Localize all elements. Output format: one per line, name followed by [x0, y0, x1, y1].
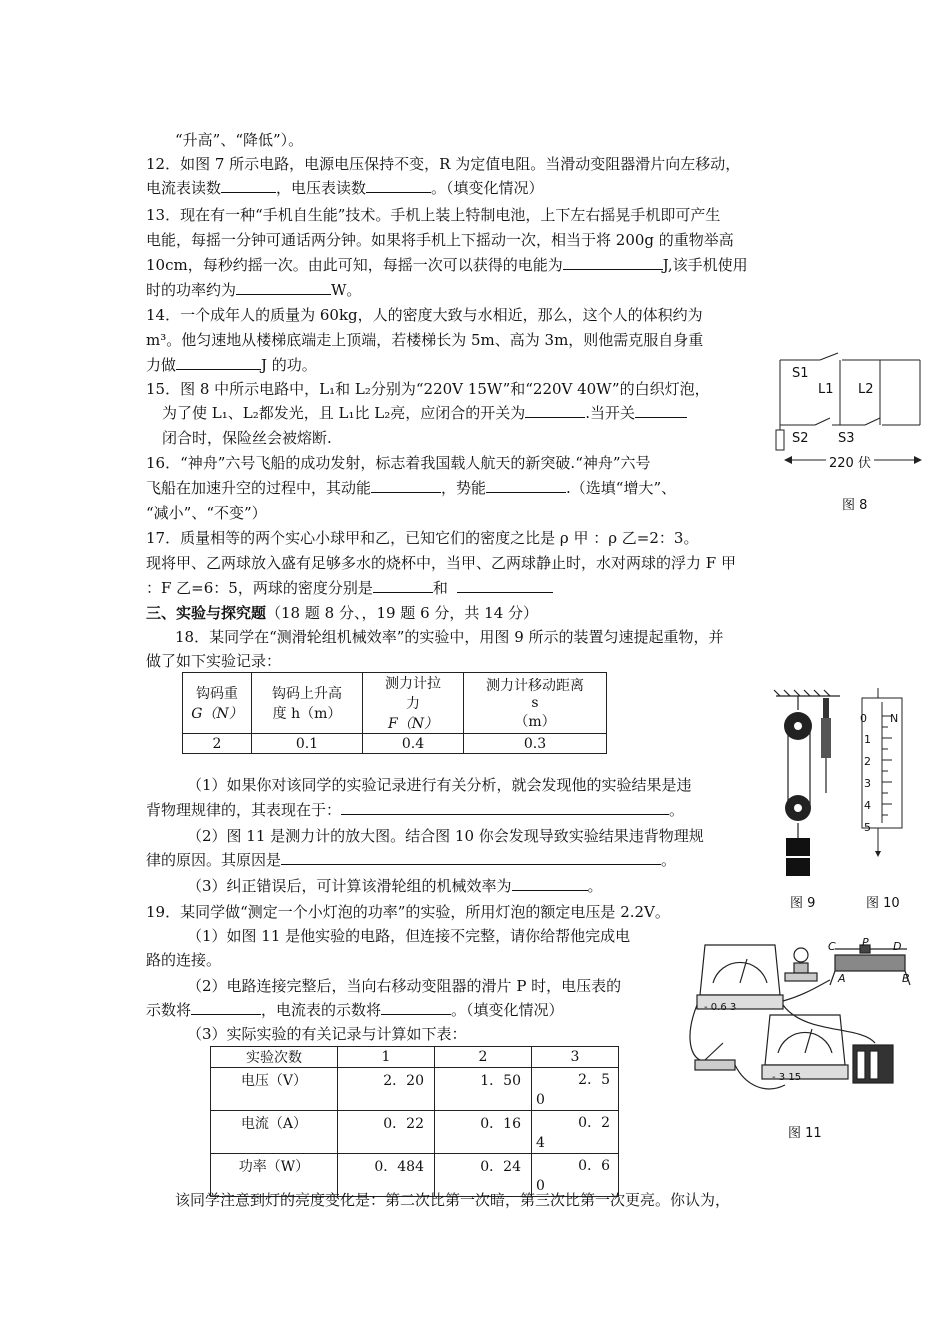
q11-tail: “升高”、“降低”）。 — [175, 131, 304, 149]
q18-header-height: 钩码上升高 度 h（m） — [252, 673, 363, 734]
fig8-label-s1: S1 — [792, 366, 809, 381]
q18-cell-distance: 0.3 — [464, 734, 607, 754]
q17-line2: 现将甲、乙两球放入盛有足够多水的烧杯中，当甲、乙两球静止时，水对两球的浮力 F 甲 — [146, 554, 736, 572]
fig10-zero-label: 0 — [860, 712, 867, 725]
section3-title: 三、实验与探究题 — [146, 604, 267, 622]
q18-blank-anomaly[interactable] — [341, 800, 669, 815]
q15-blank-switch[interactable] — [525, 403, 585, 418]
q19-row-current: 电流（A） — [211, 1111, 338, 1154]
fig10-tick-5: 5 — [864, 821, 871, 834]
q17-line1: 17．质量相等的两个实心小球甲和乙，已知它们的密度之比是 ρ 甲 ：ρ 乙=2：3。 — [146, 529, 699, 547]
q12-blank-current[interactable] — [221, 178, 276, 193]
q19-row-power: 功率（W） — [211, 1154, 338, 1197]
q14-line2: m³。他匀速地从楼梯底端走上顶端，若楼梯长为 5m、高为 3m，则他需克服自身重 — [146, 331, 704, 349]
fig11-label-p: P — [862, 936, 869, 949]
q19-part3: （3）实际实验的有关记录与计算如下表： — [187, 1025, 467, 1043]
q14-line3 — [146, 355, 317, 375]
q18-p3-end: 。 — [587, 877, 603, 895]
q18-part1-line2 — [146, 800, 684, 820]
q19-header-1: 1 — [338, 1047, 435, 1068]
q13-text-a: 10cm，每秒约摇一次。由此可知，每摇一次可以获得的电能为 — [146, 256, 563, 274]
fig8-label-s3: S3 — [838, 431, 855, 446]
fig11-label-b: B — [902, 972, 910, 985]
q16-line1: 16．“神舟”六号飞船的成功发射，标志着我国载人航天的新突破.“神舟”六号 — [146, 454, 651, 472]
fig10-spring-scale — [848, 688, 918, 858]
table-row — [211, 1068, 619, 1111]
q19-line1: 19．某同学做“测定一个小灯泡的功率”的实验，所用灯泡的额定电压是 2.2V。 — [146, 903, 670, 921]
q16-line2 — [146, 478, 676, 498]
fig11-circuit-apparatus — [685, 935, 920, 1115]
q18-header-distance: 测力计移动距离 s （m） — [464, 673, 607, 734]
q15-line3: 闭合时，保险丝会被熔断. — [162, 429, 332, 447]
q18-p2-end: 。 — [661, 851, 677, 869]
q16-blank-potential[interactable] — [486, 478, 566, 493]
table-row — [183, 734, 607, 754]
q19-current-2: 0．16 — [435, 1111, 532, 1154]
q17-text-b: 和 — [432, 579, 448, 597]
q12-blank-voltage[interactable] — [366, 178, 431, 193]
table-row — [211, 1111, 619, 1154]
q18-line1: 18．某同学在“测滑轮组机械效率”的实验中，用图 9 所示的装置匀速提起重物，并 — [175, 628, 724, 646]
q17-text-a: ：F 乙=6：5，两球的密度分别是 — [146, 579, 373, 597]
q18-cell-force: 0.4 — [363, 734, 464, 754]
fig10-tick-4: 4 — [864, 799, 871, 812]
q13-line1: 13．现在有一种“手机自生能”技术。手机上装上特制电池，上下左右摇晃手机即可产生 — [146, 206, 721, 224]
q19-p2-text-b: ，电流表的示数将 — [261, 1001, 382, 1019]
q19-voltage-2: 1．50 — [435, 1068, 532, 1111]
q14-text-b: J 的功。 — [261, 356, 317, 374]
section3-heading — [146, 603, 538, 623]
fig11-label-c: C — [828, 940, 836, 953]
q17-blank-density-b[interactable] — [457, 578, 553, 593]
q19-p2-text-a: 示数将 — [146, 1001, 192, 1019]
section3-note: （18 题 8 分、，19 题 6 分，共 14 分） — [266, 604, 539, 622]
q12-text-b: ，电压表读数 — [276, 179, 367, 197]
q16-text-b: ，势能 — [441, 479, 487, 497]
q19-power-3: 0．6 0 — [532, 1154, 619, 1197]
q19-header-3: 3 — [532, 1047, 619, 1068]
fig8-label-l1: L1 — [818, 382, 834, 397]
q19-header-trial: 实验次数 — [211, 1047, 338, 1068]
q18-part2-line2 — [146, 850, 676, 870]
q18-part1-line1: （1）如果你对该同学的实验记录进行有关分析，就会发现他的实验结果是违 — [187, 776, 692, 794]
q12-line1: 12．如图 7 所示电路，电源电压保持不变，R 为定值电阻。当滑动变阻器滑片向左移动， — [146, 155, 741, 173]
q18-p1-text: 背物理规律的，其表现在于： — [146, 801, 342, 819]
fig10-caption: 图 10 — [866, 896, 900, 911]
q13-text-d: W。 — [331, 281, 362, 299]
q19-current-1: 0．22 — [338, 1111, 435, 1154]
fig10-tick-2: 2 — [864, 755, 871, 768]
fig9-pulley-diagram — [768, 688, 848, 883]
q18-table-header-row — [183, 673, 607, 734]
q19-record-table — [210, 1046, 619, 1197]
fig10-unit-label: N — [890, 712, 899, 725]
q16-text-a: 飞船在加速升空的过程中，其动能 — [146, 479, 372, 497]
q19-current-3: 0．2 4 — [532, 1111, 619, 1154]
q13-blank-power[interactable] — [236, 280, 331, 295]
q19-voltage-1: 2．20 — [338, 1068, 435, 1111]
q18-p2-text: 律的原因。其原因是 — [146, 851, 282, 869]
q13-text-b: J,该手机使用 — [662, 256, 748, 274]
q19-power-1: 0．484 — [338, 1154, 435, 1197]
q13-line2: 电能，每摇一分钟可通话两分钟。如果将手机上下摇动一次，相当于将 200g 的重物举高 — [146, 231, 734, 249]
q19-blank-voltmeter[interactable] — [191, 1000, 261, 1015]
q12-text-c: 。（填变化情况） — [431, 179, 544, 197]
q19-header-2: 2 — [435, 1047, 532, 1068]
q18-blank-efficiency[interactable] — [512, 876, 588, 891]
q18-header-force: 测力计拉 力 F（N） — [363, 673, 464, 734]
q18-p3-text: （3）纠正错误后，可计算该滑轮组的机械效率为 — [187, 877, 512, 895]
q15-line1: 15．图 8 中所示电路中，L₁和 L₂分别为“220V 15W”和“220V 40W”的白织灯泡， — [146, 380, 710, 398]
fig8-caption: 图 8 — [842, 498, 868, 513]
fig8-label-voltage: 220 伏 — [826, 452, 874, 471]
fig10-tick-1: 1 — [864, 733, 871, 746]
q19-part2-line2 — [146, 1000, 564, 1020]
q16-blank-kinetic[interactable] — [371, 478, 441, 493]
fig11-ammeter-terminals: - 0.6 3 — [704, 1002, 737, 1013]
q19-blank-ammeter[interactable] — [381, 1000, 451, 1015]
q15-blank-fuse[interactable] — [635, 403, 687, 418]
fig10-tick-3: 3 — [864, 777, 871, 790]
q19-last-line: 该同学注意到灯的亮度变化是：第二次比第一次暗，第三次比第一次更亮。你认为， — [175, 1191, 731, 1209]
q17-blank-density-a[interactable] — [373, 578, 433, 593]
q14-text-a: 力做 — [146, 356, 177, 374]
q14-line1: 14．一个成年人的质量为 60kg，人的密度大致与水相近，那么，这个人的体积约为 — [146, 306, 703, 324]
q14-blank-work[interactable] — [176, 355, 261, 370]
fig9-caption: 图 9 — [790, 896, 816, 911]
q12-text-a: 电流表读数 — [146, 179, 222, 197]
q19-power-2: 0．24 — [435, 1154, 532, 1197]
q18-blank-reason[interactable] — [281, 850, 661, 865]
q15-text-a: 为了使 L₁、L₂都发光，且 L₁比 L₂亮，应闭合的开关为 — [162, 404, 526, 422]
q18-cell-weight: 2 — [183, 734, 252, 754]
fig11-label-a: A — [838, 972, 846, 985]
q19-part1-line1: （1）如图 11 是他实验的电路，但连接不完整，请你给帮他完成电 — [187, 927, 631, 945]
q13-blank-energy[interactable] — [563, 255, 663, 270]
q13-text-c: 时的功率约为 — [146, 281, 237, 299]
q18-p1-end: 。 — [669, 801, 685, 819]
q15-line2 — [162, 403, 687, 423]
fig8-label-l2: L2 — [858, 382, 874, 397]
q12-line2 — [146, 178, 544, 198]
fig11-caption: 图 11 — [788, 1126, 822, 1141]
fig11-label-d: D — [893, 940, 902, 953]
q19-part2-line1: （2）电路连接完整后，当向右移动变阻器的滑片 P 时，电压表的 — [187, 977, 622, 995]
q18-part3 — [187, 876, 603, 896]
q18-part2-line1: （2）图 11 是测力计的放大图。结合图 10 你会发现导致实验结果违背物理规 — [187, 827, 704, 845]
q19-part1-line2: 路的连接。 — [146, 951, 222, 969]
q19-row-voltage: 电压（V） — [211, 1068, 338, 1111]
fig11-voltmeter-terminals: - 3 15 — [772, 1072, 802, 1083]
q19-table-header-row — [211, 1047, 619, 1068]
q18-header-weight: 钩码重 G（N） — [183, 673, 252, 734]
q19-p2-text-c: 。（填变化情况） — [451, 1001, 564, 1019]
fig8-label-s2: S2 — [792, 431, 809, 446]
q18-cell-height: 0.1 — [252, 734, 363, 754]
q18-line2: 做了如下实验记录： — [146, 652, 282, 670]
q15-text-b: .当开关 — [585, 404, 635, 422]
q16-line3: “减小”、“不变”） — [146, 504, 267, 522]
q16-text-c: .（选填“增大”、 — [566, 479, 677, 497]
q19-voltage-3: 2．5 0 — [532, 1068, 619, 1111]
q13-line3 — [146, 255, 748, 275]
q13-line4 — [146, 280, 361, 300]
q18-record-table — [182, 672, 607, 754]
q17-line3 — [146, 578, 553, 598]
